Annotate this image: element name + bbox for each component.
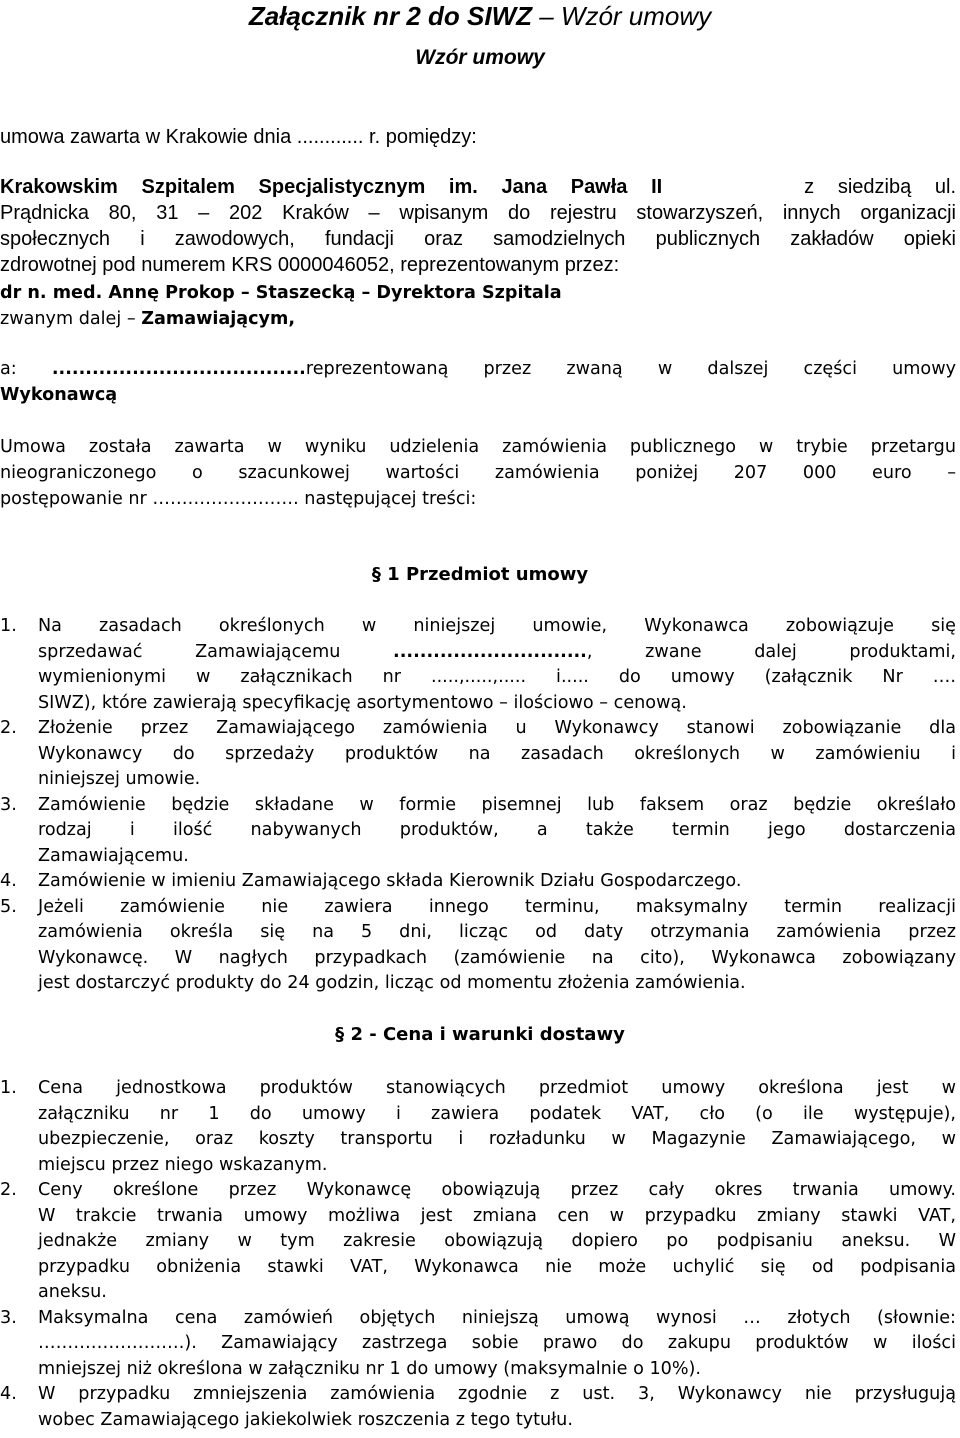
party1-line3: społecznych i zawodowych, fundacji oraz samodzielnych publicznych zakładów opieki	[0, 228, 956, 250]
item-line: Ceny określone przez Wykonawcę obowiązują przez cały okres trwania umowy.	[38, 1180, 956, 1200]
item-dots: .............................	[393, 641, 587, 662]
item-line: Zamówienie będzie składane w formie pisemnej lub faksem oraz będzie określało	[38, 794, 956, 815]
attachment-title-bold: Załącznik nr 2 do SIWZ	[248, 1, 532, 31]
item-text: sprzedawać Zamawiającemu	[38, 641, 394, 662]
section1-title: § 1 Przedmiot umowy	[371, 564, 589, 585]
item-number: 1.	[0, 1078, 17, 1098]
intro-line: umowa zawarta w Krakowie dnia ............ r. pomiędzy:	[0, 126, 477, 148]
item-number: 2.	[0, 1180, 17, 1200]
award-block	[0, 434, 956, 512]
item-line: Maksymalna cena zamówień objętych niniejszą umową wynosi … złotych (słownie:	[38, 1307, 956, 1328]
item-line	[38, 640, 956, 666]
list-item	[0, 869, 956, 895]
award-line1: Umowa została zawarta w wyniku udzielenia zamówienia publicznego w trybie przetargu	[0, 437, 956, 457]
item-line: miejscu przez niego wskazanym.	[38, 1154, 328, 1175]
list-item	[0, 793, 956, 870]
item-line: W przypadku zmniejszenia zamówienia zgodnie z ust. 3, Wykonawcy nie przysługują	[38, 1384, 956, 1404]
item-line: SIWZ), które zawierają specyfikację asortymentowo – ilościowo – cenową.	[38, 692, 687, 713]
item-line: aneksu.	[38, 1282, 107, 1302]
named-bold: Zamawiającym,	[141, 309, 296, 329]
item-line: wobec Zamawiającego jakiekolwiek roszczenia z tego tytułu.	[38, 1409, 573, 1430]
item-line: Złożenie przez Zamawiającego zamówienia u Wykonawcy stanowi zobowiązanie dla	[38, 718, 956, 738]
item-line: mniejszej niż określona w załączniku nr 1 do umowy (maksymalnie o 10%).	[38, 1358, 702, 1379]
item-line: wymienionymi w załącznikach nr .....,.....,..... i..... do umowy (załącznik Nr ….	[38, 667, 956, 687]
list-item	[0, 1076, 956, 1178]
item-line: W trakcie trwania umowy możliwa jest zmiana cen w przypadku zmiany stawki VAT,	[38, 1205, 956, 1226]
named-line	[0, 306, 956, 332]
item-number: 1.	[0, 616, 17, 636]
item-line: Wykonawcę. W nagłych przypadkach (zamówienie na cito), Wykonawca zobowiązany	[38, 947, 956, 968]
contractor-block	[0, 356, 956, 408]
contractor-line	[0, 356, 956, 382]
award-line3: postępowanie nr ……………………. następującej treści:	[0, 489, 477, 509]
contractor-dots: ......................................	[51, 359, 306, 379]
item-line: ubezpieczenie, oraz koszty transportu i rozładunku w Magazynie Zamawiającego, w	[38, 1129, 956, 1149]
contractor-a: a:	[0, 359, 52, 379]
item-line: rodzaj i ilość nabywanych produktów, a także termin jego dostarczenia	[38, 820, 956, 840]
item-line: zamówienia określa się na 5 dni, licząc od daty otrzymania zamówienia przez	[38, 922, 956, 942]
representative-block	[0, 280, 956, 332]
item-line: jednakże zmiany w tym zakresie obowiązują dopiero po podpisaniu aneksu. W	[38, 1231, 956, 1251]
party1-line2: Prądnicka 80, 31 – 202 Kraków – wpisanym do rejestru stowarzyszeń, innych organizacji	[0, 202, 956, 224]
item-line: Cena jednostkowa produktów stanowiących przedmiot umowy określona jest w	[38, 1078, 956, 1098]
item-line: Wykonawcy do sprzedaży produktów na zasadach określonych w zamówieniu i	[38, 743, 956, 764]
attachment-title-rest: – Wzór umowy	[532, 1, 712, 31]
item-line: Na zasadach określonych w niniejszej umowie, Wykonawca zobowiązuje się	[38, 616, 956, 636]
item-line: Jeżeli zamówienie nie zawiera innego terminu, maksymalny termin realizacji	[38, 896, 956, 917]
party1-line1	[0, 174, 956, 200]
item-line: jest dostarczyć produkty do 24 godzin, licząc od momentu złożenia zamówienia.	[38, 973, 746, 993]
list-item	[0, 1382, 956, 1433]
item-line: załączniku nr 1 do umowy i zawiera podatek VAT, cło (o ile występuje),	[38, 1103, 956, 1124]
contractor-bold: Wykonawcą	[0, 385, 118, 405]
item-text: , zwane dalej produktami,	[586, 641, 957, 662]
item-line: przypadku obniżenia stawki VAT, Wykonawca nie może uchylić się od podpisania	[38, 1256, 956, 1277]
item-line: Zamówienie w imieniu Zamawiającego składa Kierownik Działu Gospodarczego.	[38, 871, 742, 891]
contractor-rest: reprezentowaną przez zwaną w dalszej części umowy	[305, 359, 956, 379]
section1-list	[0, 614, 956, 997]
item-number: 4.	[0, 871, 17, 891]
item-number: 3.	[0, 1307, 17, 1328]
item-number: 2.	[0, 718, 17, 738]
item-number: 5.	[0, 896, 17, 917]
award-line2: nieograniczonego o szacunkowej wartości zamówienia poniżej 207 000 euro –	[0, 463, 956, 483]
item-line: niniejszej umowie.	[38, 769, 201, 789]
party1-line4: zdrowotnej pod numerem KRS 0000046052, reprezentowanym przez:	[0, 254, 620, 276]
document-subtitle: Wzór umowy	[415, 46, 545, 69]
item-line: Zamawiającemu.	[38, 845, 189, 866]
list-item	[0, 716, 956, 793]
list-item	[0, 614, 956, 716]
list-item	[0, 1306, 956, 1383]
party1-line1-tail: z siedzibą ul.	[804, 176, 956, 198]
representative-name: dr n. med. Annę Prokop – Staszecką – Dyrektora Szpitala	[0, 283, 562, 303]
item-line: …………………….). Zamawiający zastrzega sobie prawo do zakupu produktów w ilości	[38, 1333, 956, 1353]
party1-name: Krakowskim Szpitalem Specjalistycznym im. Jana Pawła II	[0, 176, 663, 198]
item-number: 4.	[0, 1384, 17, 1404]
list-item	[0, 895, 956, 997]
named-plain: zwanym dalej –	[0, 309, 142, 329]
item-number: 3.	[0, 794, 17, 815]
list-item	[0, 1178, 956, 1306]
party1-block	[0, 174, 956, 278]
attachment-title	[0, 0, 960, 32]
section2-title: § 2 - Cena i warunki dostawy	[335, 1024, 625, 1045]
section2-list	[0, 1076, 956, 1433]
